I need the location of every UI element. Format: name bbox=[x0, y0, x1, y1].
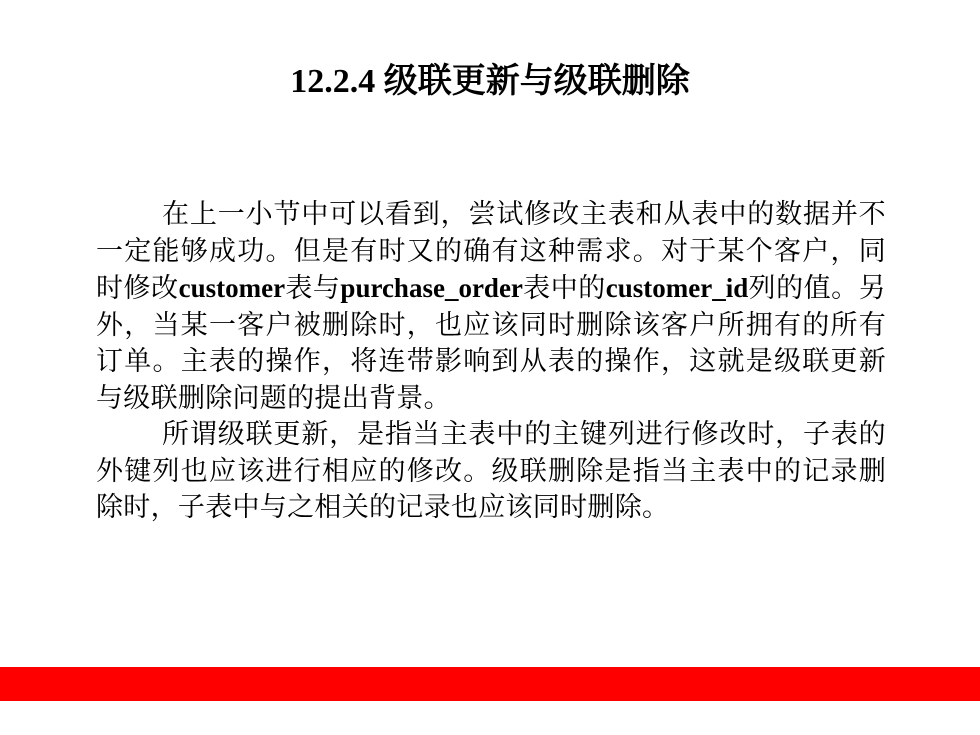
paragraph-1-text-b: 表与 bbox=[285, 273, 341, 304]
paragraph-1 bbox=[96, 197, 886, 417]
paragraph-2: 所谓级联更新，是指当主表中的主键列进行修改时，子表的外键列也应该进行相应的修改。级联删除是指当主表中的记录删除时，子表中与之相关的记录也应该同时删除。 bbox=[96, 419, 886, 523]
paragraph-1-text-a: 在上一小节中可以看到，尝试修改主表和从表中的数据并不一定能够成功。但是有时又的确有这种需求。对于某个客户，同时修改 bbox=[96, 199, 886, 304]
slide-title: 12.2.4 级联更新与级联删除 bbox=[290, 63, 690, 100]
footer-red-bar bbox=[0, 667, 980, 701]
slide-body bbox=[96, 197, 886, 527]
code-term-purchase-order: purchase_order bbox=[340, 273, 523, 303]
paragraph-1-text-d: 列的值。另外，当某一客户被删除时，也应该同时删除该客户所拥有的所有订单。主表的操作，将连带影响到从表的操作，这就是级联更新与级联删除问题的提出背景。 bbox=[96, 273, 886, 414]
paragraph-1-text-c: 表中的 bbox=[522, 273, 606, 304]
code-term-customer: customer bbox=[178, 273, 286, 303]
code-term-customer-id: customer_id bbox=[605, 273, 749, 303]
